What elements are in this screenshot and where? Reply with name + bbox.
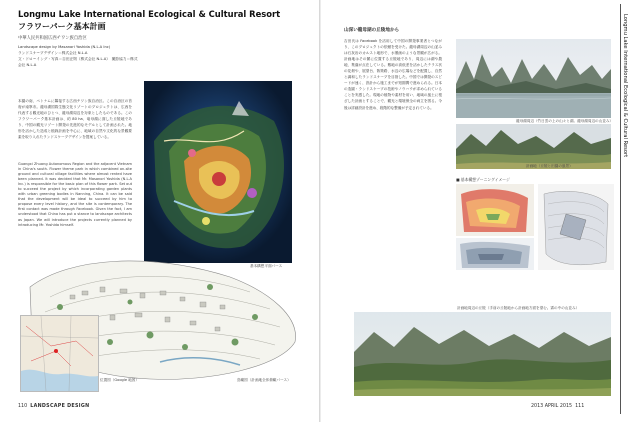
panorama-photo (354, 312, 611, 396)
article-subtitle: フラワーパーク基本計画 (18, 22, 106, 31)
left-page-number: 110 (18, 404, 28, 409)
right-page-number: 111 (575, 404, 585, 409)
project-location: 中華人民共和国広西チワン族自治区 (18, 36, 87, 41)
hills-photo (456, 124, 611, 169)
zoning-heading: ■ 基本構想ゾーニングイメージ (456, 177, 510, 182)
caption-location-map: 位置図（Google 地図） (100, 378, 139, 382)
article-title: Longmu Lake International Ecological & Cultural Resort (18, 9, 281, 19)
right-folio (531, 404, 584, 409)
side-tab (615, 0, 640, 422)
credit-line: 文・ドローイング・写真＝吉田正則（株式会社 N.L.A） 撮影協力＝株式会社 N.L.A (18, 57, 138, 67)
karst-lake-photo (456, 39, 611, 118)
caption-aerial: 基本構想平面パース (250, 264, 283, 268)
magazine-name: LANDSCAPE DESIGN (30, 404, 90, 409)
left-folio (18, 404, 89, 409)
side-tab-rule (620, 4, 621, 414)
location-map (20, 315, 99, 392)
caption-photo-1: 龍母湖周辺（竹日雲の上の山々と湖。龍母湖周辺の山並み） (516, 119, 614, 123)
caption-site-plan: 鳥瞰図（計画地全体俯瞰パース） (237, 378, 291, 382)
aerial-plan-illustration (144, 81, 292, 263)
credits-block (18, 44, 138, 68)
body-text-right: 吉田氏は Facebook を活用して中国の開発事業者とつながり、このプロジェクトの依頼を受けた。龍母湖周辺の山並みは石灰岩のカルスト地形で、水墨画のような景観が広がる。計画地はその麓に位置する丘陵地であり、周辺には湖や農地、集落が点在している。敷地の高低差を活かしたテラス状の花畑や、展望台、散策路、水辺の広場などを配置し、自然と調和したランドスケープを目指した。中国では開発のスピードが速く、設計から施工までが短期間で進められる。日本の造園・ランドスケープの技術やノウハウが求められていることを実感した。現地の植物や素材を用い、地域の風土に根ざした計画とすることで、観光と環境保全の両立を図る。今後は詳細設計を進め、段階的な整備が予定されている。 (344, 39, 442, 110)
caption-photo-2: 計画地（丘陵と田園の風景） (526, 164, 573, 168)
left-page (0, 0, 319, 422)
body-text-japanese: 本園の南、ベトナムに隣接する広西チワン族自治区。この自治区の首府が南寧市。龍母湖国際生態文化リゾートのプロジェクトは、広西を代表する観光地のひとつ、龍母湖周辺を対象としたものである。このフラワーパーク基本計画は、約 80 ha、竜母湖に面した丘陵地であり、中国の観光リゾート開発の先進的なモデルとして計画された。地形を活かした造成と植栽計画を中心に、地域の自然や文化的な景観要素を取り入れたランドスケープデザインを提案している。 (18, 99, 132, 140)
right-page (321, 0, 640, 422)
issue-date: 2013 APRIL 2015 (531, 404, 573, 409)
photo-karst-lake (456, 39, 611, 118)
photo-panorama (354, 312, 611, 396)
credit-line: Landscape design by Masanori Yoshida (N.L.A Inc) (18, 45, 111, 49)
photo-hills (456, 124, 611, 169)
location-map-graphic (21, 316, 98, 391)
side-tab-title: Longmu Lake International Ecological & Cultural Resort (622, 14, 628, 158)
credit-line: ランドスケープデザイン＝株式会社 N.L.A (18, 51, 88, 55)
aerial-master-plan-image (144, 81, 292, 263)
body-text-english: Guangxi Zhuang Autonomous Region and the adjacent Vietnam in China's south. Flower theme park in which combined on-site ground and cultural village facilities where almost rented have been planned. It was decided that Mr. Masanori Yoshida (N.L.A Inc.) is responsible for the basic plan of this flower park. Set out to succeed the project by which incorporating garden plants with urban greening bodies in Nanning, China. It can be said that the development will be ideal to succeed by him to propose every level history, and the site is contemporary. The first contact was made through Facebook. Given the fact, I am understood that China has put a stance to landscape architects as Japan. We will introduce the projects currently planned by introducing Mr. Yoshida himself. (18, 162, 132, 227)
caption-zoning: 計画地周辺の丘陵（手前の丘陵地から計画地方面を望む。霧の中の山並み） (457, 306, 580, 310)
zoning-diagrams (456, 184, 614, 271)
section-heading: 山深い龍母湖の丘陵地から (344, 28, 400, 33)
